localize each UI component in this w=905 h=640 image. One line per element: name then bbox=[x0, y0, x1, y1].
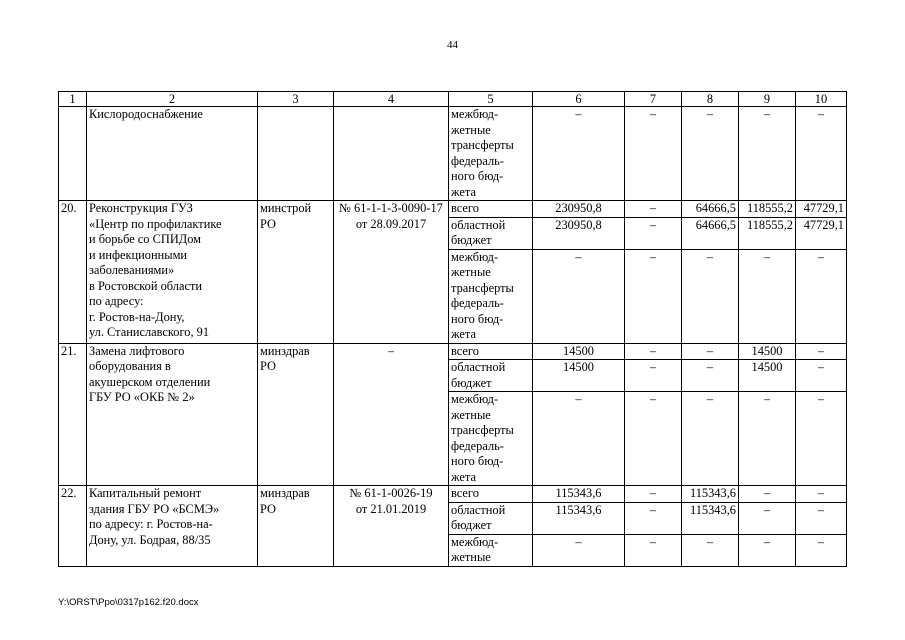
amount-cell: – bbox=[682, 534, 739, 566]
funding-source: областной бюджет bbox=[449, 360, 533, 392]
amount-cell: – bbox=[796, 502, 847, 534]
amount-cell: 230950,8 bbox=[533, 217, 625, 249]
amount-cell: – bbox=[682, 392, 739, 486]
amount-cell: 14500 bbox=[533, 360, 625, 392]
header-cell: 8 bbox=[682, 92, 739, 107]
header-cell: 7 bbox=[625, 92, 682, 107]
project-name: Замена лифтового оборудования в акушерском отделении ГБУ РО «ОКБ № 2» bbox=[87, 343, 258, 486]
amount-cell: 118555,2 bbox=[739, 201, 796, 218]
project-name: Реконструкция ГУЗ «Центр по профилактике и борьбе со СПИДом и инфекционными заболеваниями» в Ростовской области по адресу: г. Ростов-на-Дону, ул. Станиславского, 91 bbox=[87, 201, 258, 344]
amount-cell: 47729,1 bbox=[796, 201, 847, 218]
amount-cell: – bbox=[625, 486, 682, 503]
amount-cell: – bbox=[625, 392, 682, 486]
document-ref: № 61-1-1-3-0090-17 от 28.09.2017 bbox=[334, 201, 449, 344]
amount-cell: – bbox=[682, 343, 739, 360]
amount-cell: – bbox=[625, 534, 682, 566]
amount-cell: 64666,5 bbox=[682, 201, 739, 218]
amount-cell: – bbox=[739, 392, 796, 486]
amount-cell: – bbox=[739, 249, 796, 343]
table-row bbox=[59, 107, 847, 201]
amount-cell: 14500 bbox=[739, 343, 796, 360]
responsible-org: минздрав РО bbox=[258, 343, 334, 486]
row-number: 22. bbox=[59, 486, 87, 567]
funding-source: всего bbox=[449, 486, 533, 503]
responsible-org bbox=[258, 107, 334, 201]
amount-cell: – bbox=[796, 249, 847, 343]
row-number bbox=[59, 107, 87, 201]
amount-cell: – bbox=[625, 217, 682, 249]
amount-cell: 115343,6 bbox=[682, 502, 739, 534]
funding-source: всего bbox=[449, 343, 533, 360]
funding-source: межбюд- жетные трансферты федераль- ного бюд- жета bbox=[449, 249, 533, 343]
amount-cell: – bbox=[533, 107, 625, 201]
header-cell: 6 bbox=[533, 92, 625, 107]
amount-cell: – bbox=[682, 107, 739, 201]
amount-cell: – bbox=[625, 343, 682, 360]
amount-cell: – bbox=[533, 392, 625, 486]
header-cell: 5 bbox=[449, 92, 533, 107]
amount-cell: – bbox=[682, 249, 739, 343]
amount-cell: 115343,6 bbox=[533, 502, 625, 534]
amount-cell: – bbox=[796, 107, 847, 201]
amount-cell: 118555,2 bbox=[739, 217, 796, 249]
header-cell: 1 bbox=[59, 92, 87, 107]
project-name: Капитальный ремонт здания ГБУ РО «БСМЭ» по адресу: г. Ростов-на- Дону, ул. Бодрая, 88/35 bbox=[87, 486, 258, 567]
table-row bbox=[59, 201, 847, 218]
page-number: 44 bbox=[447, 39, 458, 51]
responsible-org: минстрой РО bbox=[258, 201, 334, 344]
amount-cell: – bbox=[796, 392, 847, 486]
row-number: 21. bbox=[59, 343, 87, 486]
amount-cell: 230950,8 bbox=[533, 201, 625, 218]
amount-cell: – bbox=[625, 249, 682, 343]
amount-cell: 64666,5 bbox=[682, 217, 739, 249]
amount-cell: 14500 bbox=[739, 360, 796, 392]
table-row bbox=[59, 486, 847, 503]
document-ref: № 61-1-0026-19 от 21.01.2019 bbox=[334, 486, 449, 567]
funding-source: межбюд- жетные трансферты федераль- ного бюд- жета bbox=[449, 392, 533, 486]
document-ref bbox=[334, 107, 449, 201]
amount-cell: – bbox=[739, 534, 796, 566]
document-ref: – bbox=[334, 343, 449, 486]
table-row bbox=[59, 343, 847, 360]
amount-cell: – bbox=[796, 534, 847, 566]
header-cell: 10 bbox=[796, 92, 847, 107]
amount-cell: – bbox=[796, 360, 847, 392]
amount-cell: – bbox=[625, 107, 682, 201]
funding-source: областной бюджет bbox=[449, 217, 533, 249]
amount-cell: 14500 bbox=[533, 343, 625, 360]
amount-cell: – bbox=[682, 360, 739, 392]
header-cell: 3 bbox=[258, 92, 334, 107]
amount-cell: – bbox=[739, 502, 796, 534]
header-cell: 4 bbox=[334, 92, 449, 107]
amount-cell: 115343,6 bbox=[682, 486, 739, 503]
amount-cell: – bbox=[533, 249, 625, 343]
amount-cell: – bbox=[739, 107, 796, 201]
funding-source: областной бюджет bbox=[449, 502, 533, 534]
file-path-footer: Y:\ORST\Ppo\0317p162.f20.docx bbox=[58, 597, 199, 608]
row-number: 20. bbox=[59, 201, 87, 344]
project-name: Кислородоснабжение bbox=[87, 107, 258, 201]
amount-cell: – bbox=[625, 502, 682, 534]
amount-cell: – bbox=[796, 486, 847, 503]
amount-cell: – bbox=[533, 534, 625, 566]
amount-cell: – bbox=[625, 201, 682, 218]
amount-cell: 115343,6 bbox=[533, 486, 625, 503]
amount-cell: – bbox=[796, 343, 847, 360]
amount-cell: – bbox=[625, 360, 682, 392]
header-row bbox=[59, 92, 847, 107]
funding-source: всего bbox=[449, 201, 533, 218]
funding-source: межбюд- жетные трансферты федераль- ного бюд- жета bbox=[449, 107, 533, 201]
budget-table bbox=[58, 91, 847, 567]
funding-source: межбюд- жетные bbox=[449, 534, 533, 566]
responsible-org: минздрав РО bbox=[258, 486, 334, 567]
amount-cell: 47729,1 bbox=[796, 217, 847, 249]
amount-cell: – bbox=[739, 486, 796, 503]
header-cell: 9 bbox=[739, 92, 796, 107]
header-cell: 2 bbox=[87, 92, 258, 107]
